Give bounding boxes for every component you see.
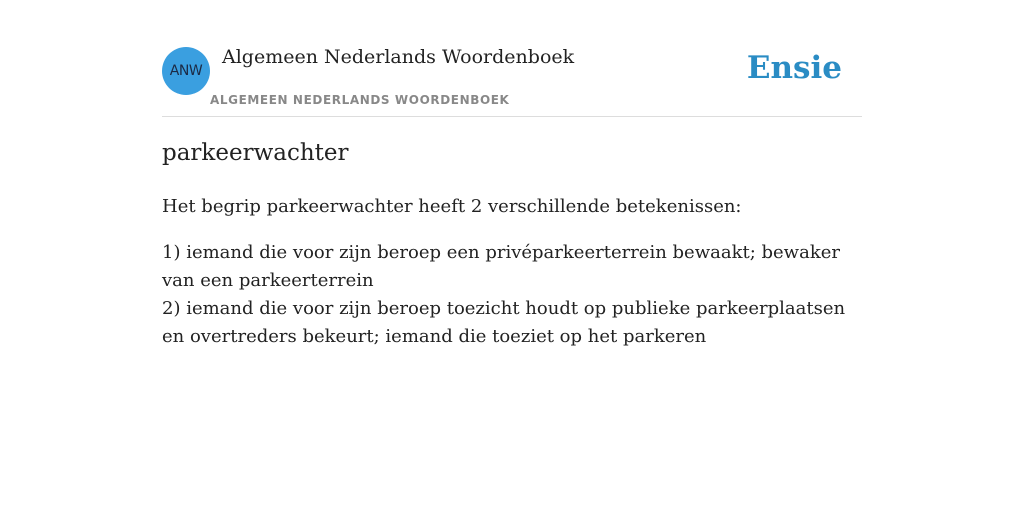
site-title[interactable]: Algemeen Nederlands Woordenboek [222, 46, 575, 68]
meaning-item: 2) iemand die voor zijn beroep toezicht houdt op publieke parkeerplaatsen en overtreders bekeurt; iemand die toeziet op het parkeren [162, 298, 846, 347]
entry-intro: Het begrip parkeerwachter heeft 2 verschillende betekenissen: [162, 196, 742, 217]
meaning-item: 1) iemand die voor zijn beroep een privéparkeerterrein bewaakt; bewaker van een parkeerterrein [162, 242, 840, 291]
meanings-list [162, 239, 867, 351]
site-subtitle: ALGEMEEN NEDERLANDS WOORDENBOEK [210, 93, 510, 107]
logo-text: ANW [169, 63, 203, 79]
anw-logo[interactable] [162, 47, 210, 95]
site-header [162, 0, 862, 117]
ensie-brand-logo[interactable]: Ensie [746, 50, 842, 86]
page-container [162, 0, 862, 347]
entry-headword: parkeerwachter [162, 140, 349, 166]
